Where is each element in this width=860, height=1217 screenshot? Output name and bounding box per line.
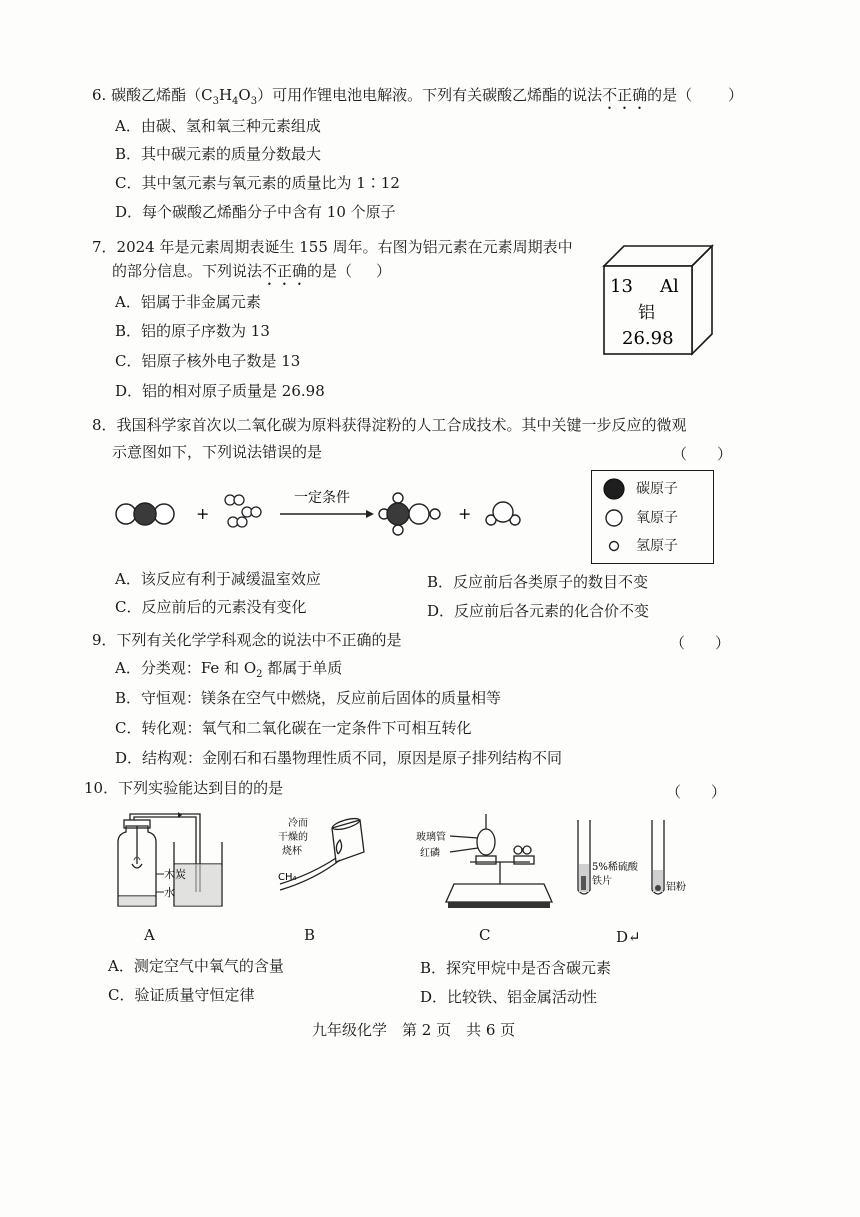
reaction-condition-label: 一定条件 — [294, 490, 350, 506]
label-cold-beaker-2: 干燥的 — [278, 832, 308, 843]
label-water: 水 — [164, 886, 175, 899]
oxygen-atom-icon — [606, 510, 622, 526]
card-element-name: 铝 — [638, 303, 655, 323]
q7-stem-line1: 7．2024 年是元素周期表诞生 155 周年。右图为铝元素在元素周期表中 — [92, 238, 573, 256]
q10-option-d: D．比较铁、铝金属活动性 — [420, 988, 598, 1006]
card-atomic-number: 13 — [610, 276, 633, 297]
atom-legend — [591, 470, 714, 564]
figure-d-apparatus — [570, 818, 700, 914]
q8-option-c: C．反应前后的元素没有变化 — [115, 598, 307, 616]
h2-molecules — [225, 495, 261, 527]
q7-stem-line2: 的部分信息。下列说法不正确的是（ ） — [112, 262, 392, 280]
q8-stem-line1: 8．我国科学家首次以二氧化碳为原料获得淀粉的人工合成技术。其中关键一步反应的微观 — [92, 416, 687, 434]
q8-stem-line2: 示意图如下，下列说法错误的是 — [112, 443, 323, 461]
water-molecule — [486, 502, 520, 525]
legend-symbols — [602, 477, 626, 559]
figure-c-apparatus — [414, 812, 564, 912]
page-footer: 九年级化学 第 2 页 共 6 页 — [312, 1021, 516, 1039]
figure-a-apparatus — [104, 812, 234, 912]
q6-stem: 6. 碳酸乙烯酯$(C_3H_4O_3)$可用作锂电池电解液。下列有关碳酸乙烯酯的说法不正确的是（ — [92, 86, 693, 107]
figure-d-caption: D↵ — [616, 928, 641, 946]
q9-option-a: A．分类观：Fe 和 $O_2$ 都属于单质 — [115, 659, 343, 680]
label-cold-beaker-3: 烧杯 — [282, 846, 302, 857]
figure-c-caption: C — [479, 926, 491, 944]
q9-stem: 9．下列有关化学学科观念的说法中不正确的是 — [92, 631, 402, 649]
q10-answer-paren[interactable]: （ ） — [666, 783, 727, 801]
q6-option-c: C．其中氢元素与氧元素的质量比为 1∶12 — [115, 174, 400, 192]
label-methane: CH₄ — [278, 872, 297, 883]
q8-option-a: A．该反应有利于减缓温室效应 — [115, 570, 321, 588]
figure-b-apparatus — [272, 814, 382, 894]
legend-carbon-label: 碳原子 — [636, 481, 678, 497]
q6-option-a: A．由碳、氢和氧三种元素组成 — [115, 117, 321, 135]
q7-option-c: C．铝原子核外电子数是 13 — [115, 352, 301, 370]
plus-sign-2: + — [458, 504, 472, 523]
q8-answer-paren[interactable]: （ ） — [672, 445, 733, 463]
q10-option-c: C．验证质量守恒定律 — [108, 986, 255, 1004]
legend-hydrogen-label: 氢原子 — [636, 538, 678, 554]
label-charcoal: 木炭 — [164, 868, 186, 881]
label-aluminium-powder: 铝粉 — [666, 882, 686, 893]
aluminium-element-card — [596, 238, 720, 360]
methanol-molecule — [379, 493, 440, 535]
q6-option-d: D．每个碳酸乙烯酯分子中含有 10 个原子 — [115, 203, 396, 221]
label-glass-tube: 玻璃管 — [416, 832, 446, 843]
co2-molecule — [116, 503, 174, 525]
q7-option-a: A．铝属于非金属元素 — [115, 293, 261, 311]
legend-oxygen-label: 氧原子 — [636, 510, 678, 526]
q10-option-a: A．测定空气中氧气的含量 — [108, 957, 284, 975]
label-cold-beaker-1: 冷而 — [288, 818, 308, 829]
q9-option-b: B．守恒观：镁条在空气中燃烧，反应前后固体的质量相等 — [115, 689, 502, 707]
q7-option-d: D．铝的相对原子质量是 26.98 — [115, 382, 325, 400]
carbon-atom-icon — [604, 479, 624, 499]
q7-option-b: B．铝的原子序数为 13 — [115, 322, 270, 340]
q9-option-c: C．转化观：氧气和二氧化碳在一定条件下可相互转化 — [115, 719, 472, 737]
q6-option-b: B．其中碳元素的质量分数最大 — [115, 145, 322, 163]
figure-b-caption: B — [304, 926, 316, 944]
card-atomic-mass: 26.98 — [622, 328, 674, 349]
figure-a-caption: A — [144, 926, 155, 944]
q8-option-d: D．反应前后各元素的化合价不变 — [427, 602, 650, 620]
reaction-arrow — [280, 510, 374, 518]
plus-sign-1: + — [196, 504, 210, 523]
label-red-phosphorus: 红磷 — [420, 848, 440, 859]
reaction-diagram — [108, 478, 528, 548]
hydrogen-atom-icon — [610, 542, 619, 551]
q8-option-b: B．反应前后各类原子的数目不变 — [427, 573, 649, 591]
label-dilute-acid: 5%稀硫酸 — [592, 862, 638, 873]
q9-option-d: D．结构观：金刚石和石墨物理性质不同，原因是原子排列结构不同 — [115, 749, 563, 767]
q10-option-b: B．探究甲烷中是否含碳元素 — [420, 959, 612, 977]
label-iron-sheet: 铁片 — [592, 876, 612, 887]
q6-answer-paren[interactable]: ） — [728, 86, 744, 104]
q9-answer-paren[interactable]: （ ） — [670, 634, 731, 652]
card-symbol: Al — [660, 276, 679, 297]
q10-stem: 10．下列实验能达到目的的是 — [84, 779, 284, 797]
